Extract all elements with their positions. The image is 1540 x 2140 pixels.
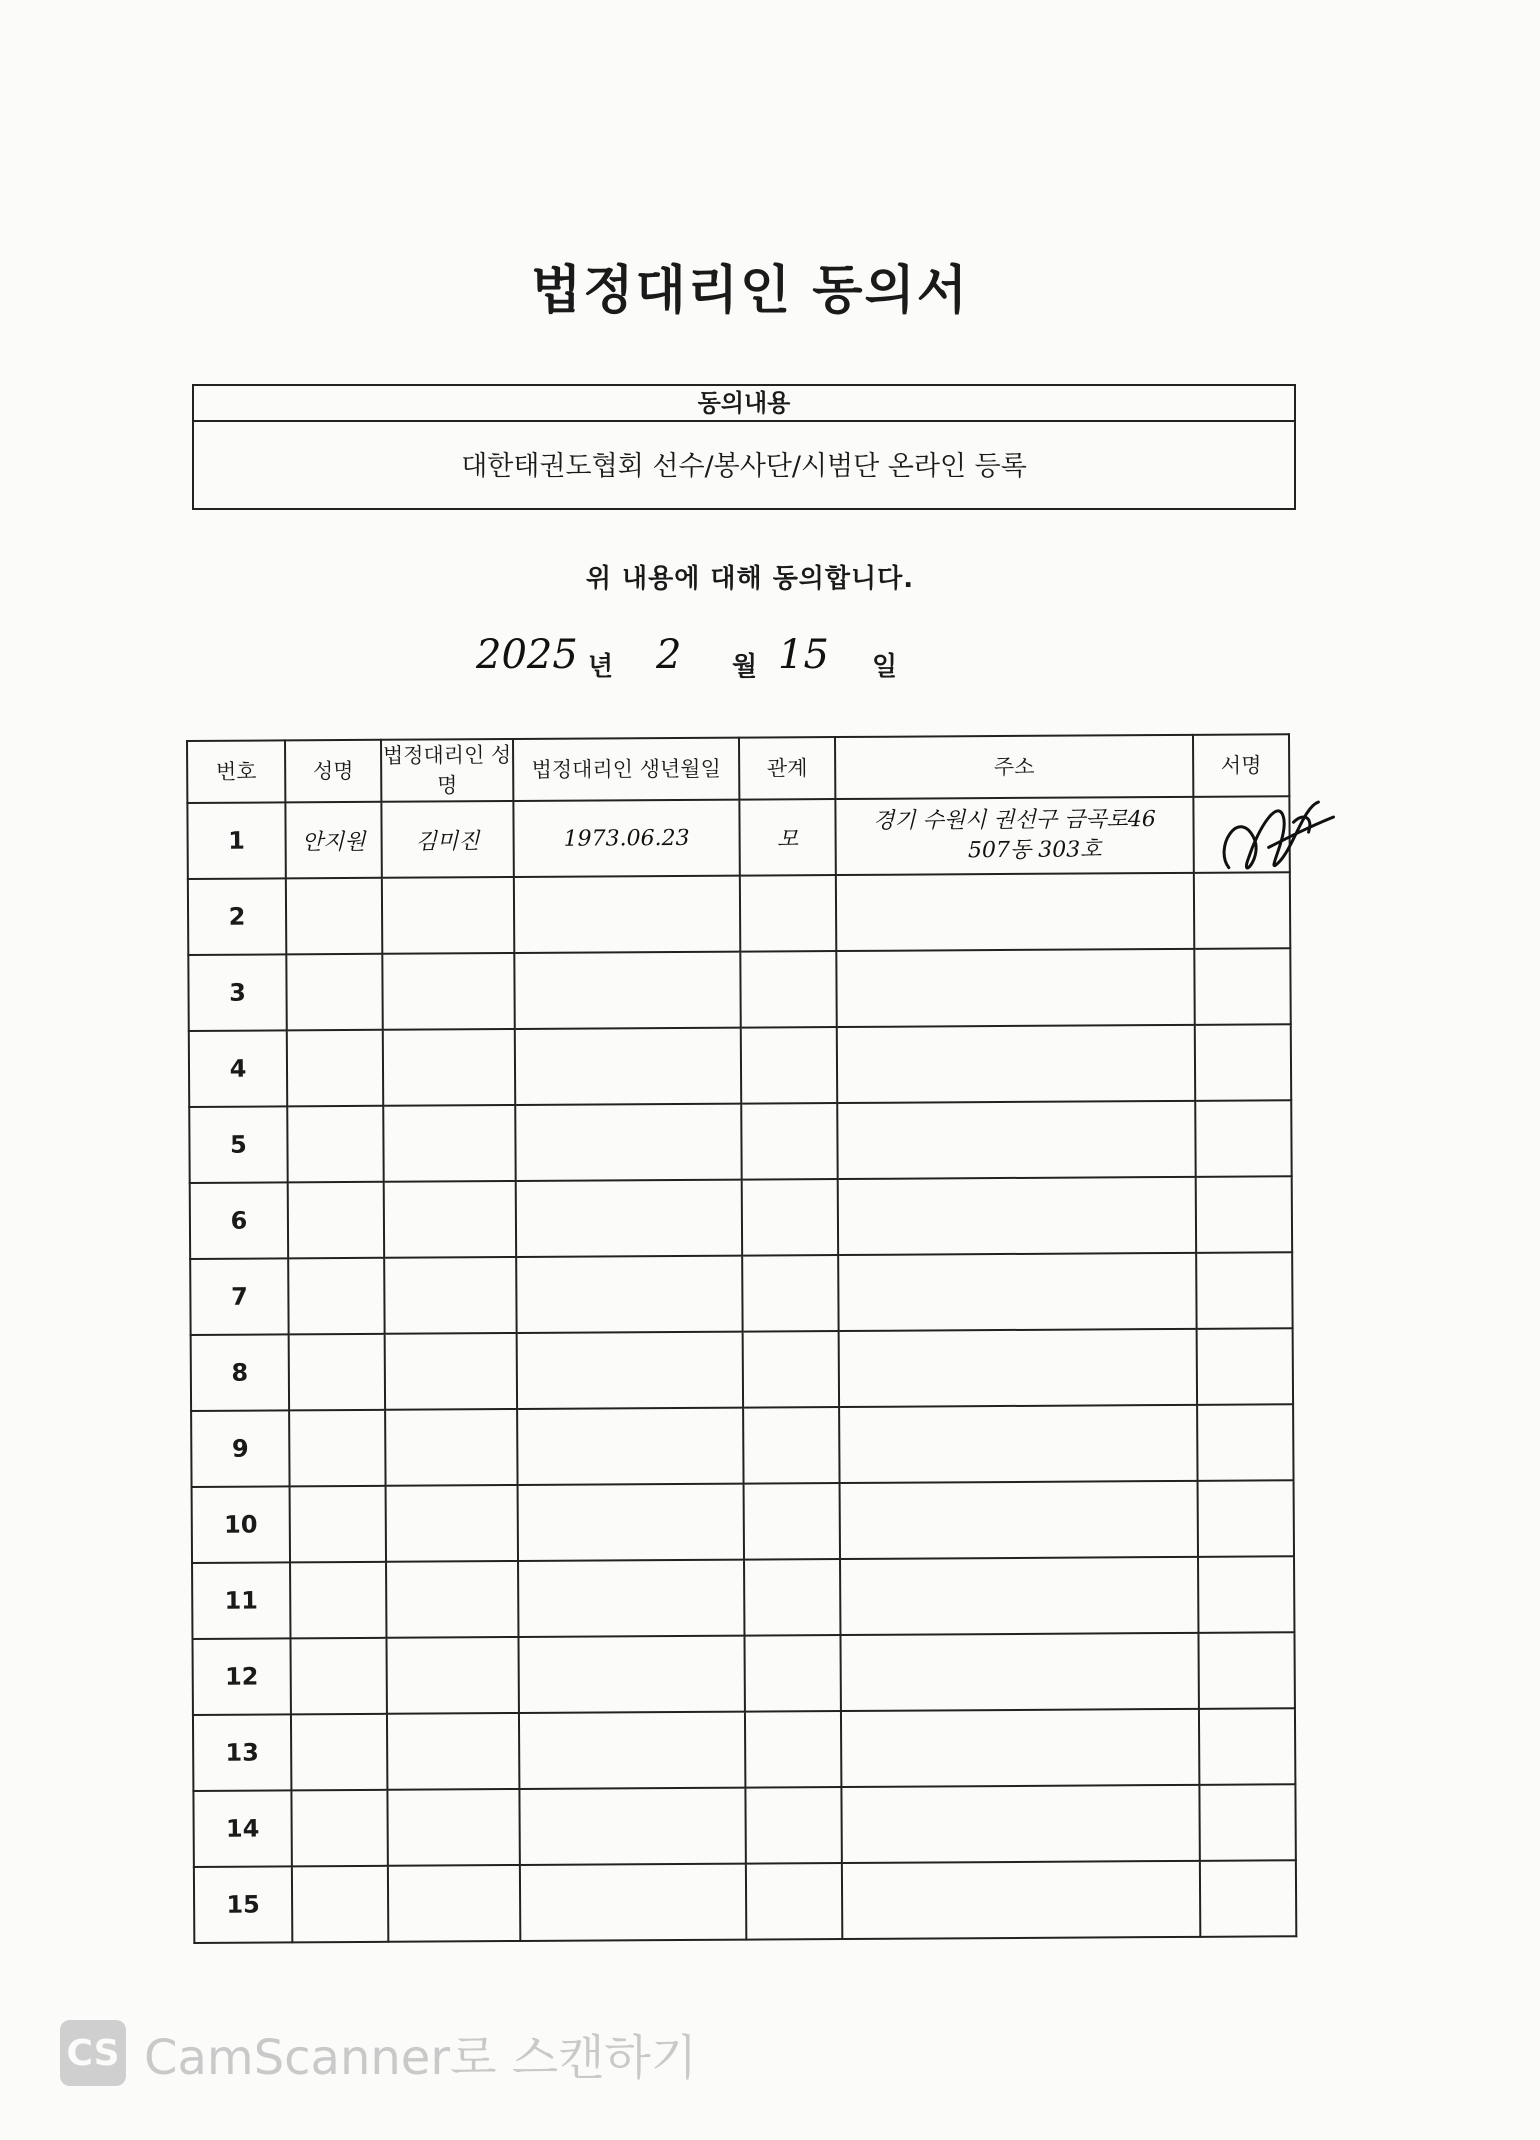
row-guardian-birth: 1973.06.23 (513, 800, 739, 877)
row-number: 11 (192, 1562, 290, 1639)
table-row (188, 872, 1290, 955)
row-number: 12 (192, 1638, 290, 1715)
row-number: 2 (188, 878, 286, 955)
row-number: 10 (192, 1486, 290, 1563)
table-body (187, 796, 1296, 1943)
table-row (189, 1100, 1291, 1183)
date-day: 15 (778, 632, 829, 678)
header-address: 주소 (835, 735, 1193, 799)
table-row (191, 1328, 1293, 1411)
row-number: 3 (188, 954, 286, 1031)
table-row (187, 796, 1289, 879)
consent-box (192, 384, 1296, 510)
table-row (193, 1784, 1295, 1867)
table-row (188, 948, 1290, 1031)
camscanner-watermark (60, 2018, 697, 2088)
row-signature (1193, 796, 1289, 873)
date-month: 2 (656, 632, 682, 678)
row-name: 안지원 (285, 802, 381, 879)
header-name: 성명 (285, 740, 381, 803)
header-no: 번호 (187, 740, 285, 803)
date-day-unit: 일 (872, 652, 898, 682)
table-row (190, 1252, 1292, 1335)
row-guardian-name: 김미진 (381, 801, 513, 878)
row-number: 4 (189, 1030, 287, 1107)
row-number: 14 (193, 1790, 291, 1867)
header-guardian-name: 법정대리인 성명 (381, 739, 513, 802)
table-row (189, 1024, 1291, 1107)
date-line (470, 630, 1030, 690)
header-guardian-birth: 법정대리인 생년월일 (513, 738, 739, 801)
consent-header: 동의내용 (194, 386, 1294, 422)
row-number: 5 (189, 1106, 287, 1183)
row-number: 8 (191, 1334, 289, 1411)
consent-body: 대한태권도협회 선수/봉사단/시범단 온라인 등록 (461, 451, 1027, 482)
date-year-unit: 년 (588, 652, 614, 682)
table-row (192, 1556, 1294, 1639)
row-relation: 모 (739, 799, 835, 876)
row-address-line1: 경기 수원시 권선구 금곡로46 (873, 807, 1156, 834)
header-signature: 서명 (1193, 734, 1289, 797)
row-number: 1 (187, 802, 285, 879)
header-relation: 관계 (739, 737, 835, 800)
row-number: 6 (190, 1182, 288, 1259)
handwritten-signature (1208, 787, 1339, 898)
table-row (194, 1860, 1296, 1943)
watermark-text: CamScanner로 스캔하기 (144, 2029, 698, 2086)
date-year: 2025 (476, 632, 578, 678)
date-month-unit: 월 (732, 652, 758, 682)
row-number: 7 (190, 1258, 288, 1335)
table-header-row (187, 734, 1289, 803)
page-title: 법정대리인 동의서 (531, 261, 969, 321)
table-row (193, 1708, 1295, 1791)
table-row (192, 1480, 1294, 1563)
table-row (191, 1404, 1293, 1487)
table-row (190, 1176, 1292, 1259)
registration-table (186, 733, 1297, 1944)
row-number: 9 (191, 1410, 289, 1487)
table-row (192, 1632, 1294, 1715)
row-number: 15 (194, 1866, 292, 1943)
row-number: 13 (193, 1714, 291, 1791)
row-address (835, 797, 1193, 875)
camscanner-logo-icon: CS (60, 2020, 126, 2086)
row-address-line2: 507동 303호 (967, 837, 1102, 864)
agree-statement: 위 내용에 대해 동의합니다. (585, 564, 915, 594)
